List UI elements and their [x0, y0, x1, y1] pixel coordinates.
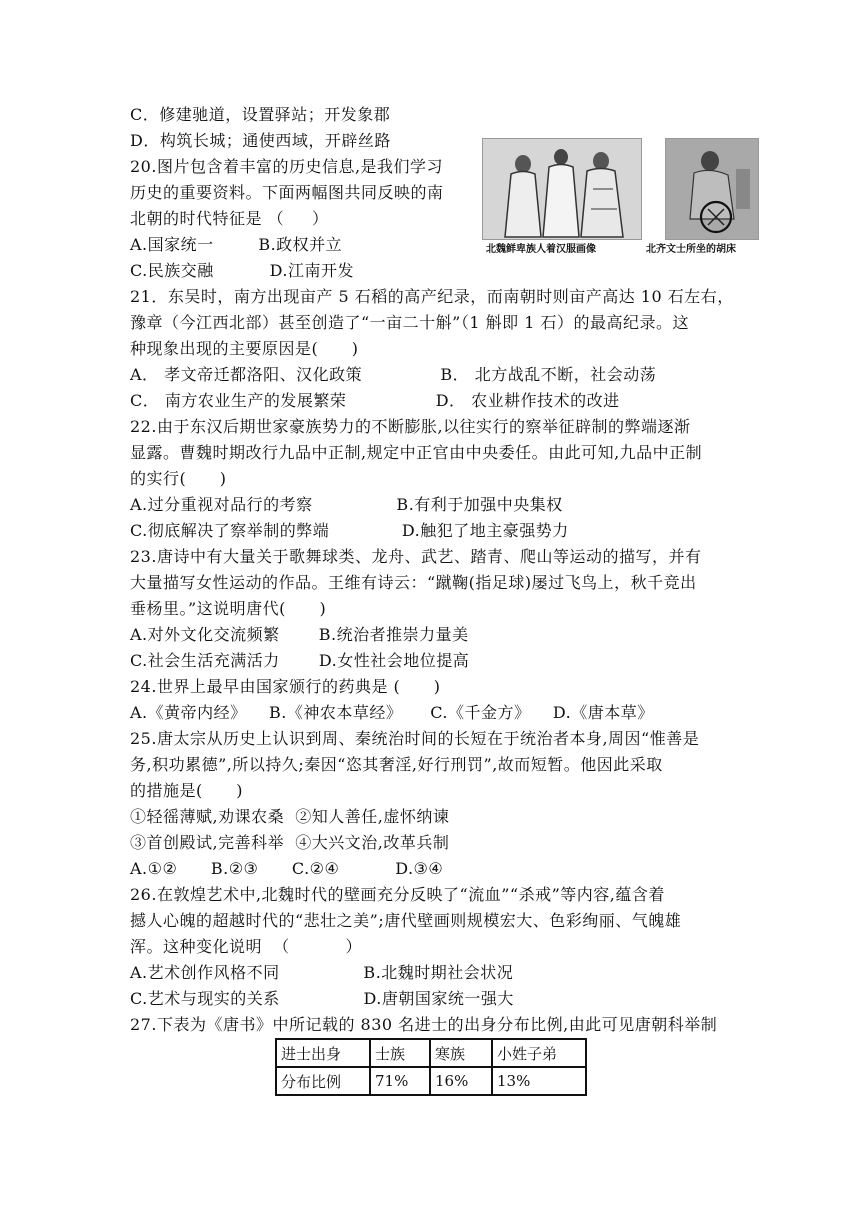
option-d-prev: D．构筑长城；通使西域，开辟丝路: [130, 131, 391, 150]
figure-huchuang-painting: [665, 138, 759, 240]
jinshi-origin-table: [275, 1038, 587, 1096]
table-cell: 16%: [430, 1067, 492, 1095]
question-22-options-cd: C.彻底解决了察举制的弊端 D.触犯了地主豪强势力: [130, 521, 569, 540]
figure-right-caption: 北齐文士所坐的胡床: [646, 244, 736, 255]
question-26-options-cd: C.艺术与现实的关系 D.唐朝国家统一强大: [130, 989, 514, 1008]
question-20-line2: 历史的重要资料。下面两幅图共同反映的南: [130, 183, 444, 202]
question-22-line1: 22.由于东汉后期世家豪族势力的不断膨胀,以往实行的察举征辟制的弊端逐渐: [130, 417, 691, 436]
question-20-line3: 北朝的时代特征是 （ ）: [130, 209, 329, 228]
figure-huchuang-painting-image: [666, 139, 758, 239]
table-cell: 进士出身: [276, 1039, 370, 1067]
figure-xianbei-painting: [482, 138, 642, 240]
question-26-line1: 26.在敦煌艺术中,北魏时代的壁画充分反映了“流血”“杀戒”等内容,蕴含着: [130, 885, 665, 904]
question-20-line1: 20.图片包含着丰富的历史信息,是我们学习: [130, 157, 444, 176]
question-23-line3: 垂杨里。”这说明唐代( ): [130, 599, 327, 618]
question-25-options: A.①② B.②③ C.②④ D.③④: [130, 859, 444, 878]
table-cell: 分布比例: [276, 1067, 370, 1095]
table-cell: 小姓子弟: [492, 1039, 586, 1067]
table-cell: 13%: [492, 1067, 586, 1095]
table-cell: 士族: [370, 1039, 430, 1067]
question-22-options-ab: A.过分重视对品行的考察 B.有利于加强中央集权: [130, 495, 563, 514]
question-20-options-cd: C.民族交融 D.江南开发: [130, 261, 354, 280]
question-21-options-cd: C． 南方农业生产的发展繁荣 D． 农业耕作技术的改进: [130, 391, 620, 410]
question-26-options-ab: A.艺术创作风格不同 B.北魏时期社会状况: [130, 963, 514, 982]
question-27-line1: 27.下表为《唐书》中所记载的 830 名进士的出身分布比例,由此可见唐朝科举制: [130, 1015, 718, 1034]
question-24-line1: 24.世界上最早由国家颁行的药典是 ( ): [130, 677, 441, 696]
question-25-line3: 的措施是( ): [130, 781, 244, 800]
question-21-line3: 种现象出现的主要原因是( ): [130, 339, 359, 358]
figure-left-caption: 北魏鲜卑族人着汉服画像: [486, 244, 596, 255]
question-22-line3: 的实行( ): [130, 469, 227, 488]
question-21-line1: 21．东吴时，南方出现亩产 5 石稻的高产纪录，而南朝时则亩产高达 10 石左右，: [130, 287, 734, 306]
question-23-options-cd: C.社会生活充满活力 D.女性社会地位提高: [130, 651, 470, 670]
question-23-line1: 23.唐诗中有大量关于歌舞球类、龙舟、武艺、踏青、爬山等运动的描写，并有: [130, 547, 702, 566]
question-26-line2: 撼人心魄的超越时代的“悲壮之美”;唐代壁画则规模宏大、色彩绚丽、气魄雄: [130, 911, 682, 930]
question-20-options-ab: A.国家统一 B.政权并立: [130, 235, 343, 254]
question-25-line2: 务,积功累德”,所以持久;秦因“恣其奢淫,好行刑罚”,故而短暂。他因此采取: [130, 755, 663, 774]
question-21-options-ab: A． 孝文帝迁都洛阳、汉化政策 B． 北方战乱不断，社会动荡: [130, 365, 657, 384]
question-24-options: A.《黄帝内经》 B.《神农本草经》 C.《千金方》 D.《唐本草》: [130, 703, 654, 722]
question-26-line3: 浑。这种变化说明 （ ）: [130, 937, 363, 956]
question-23-line2: 大量描写女性运动的作品。王维有诗云：“蹴鞠(指足球)屡过飞鸟上，秋千竞出: [130, 573, 697, 592]
question-21-line2: 豫章（今江西北部）甚至创造了“一亩二十斛”（1 斛即 1 石）的最高纪录。这: [130, 313, 689, 332]
figure-xianbei-painting-image: [483, 139, 641, 239]
question-25-items-12: ①轻徭薄赋,劝课农桑 ②知人善任,虚怀纳谏: [130, 807, 450, 826]
table-row: [276, 1039, 586, 1067]
question-25-items-34: ③首创殿试,完善科举 ④大兴文治,改革兵制: [130, 833, 450, 852]
table-cell: 寒族: [430, 1039, 492, 1067]
table-cell: 71%: [370, 1067, 430, 1095]
table-row: [276, 1067, 586, 1095]
question-22-line2: 显露。曹魏时期改行九品中正制,规定中正官由中央委任。由此可知,九品中正制: [130, 443, 703, 462]
question-23-options-ab: A.对外文化交流频繁 B.统治者推崇力量美: [130, 625, 469, 644]
option-20c-prev: C．修建驰道，设置驿站；开发象郡: [130, 105, 391, 124]
question-25-line1: 25.唐太宗从历史上认识到周、秦统治时间的长短在于统治者本身,周因“惟善是: [130, 729, 700, 748]
